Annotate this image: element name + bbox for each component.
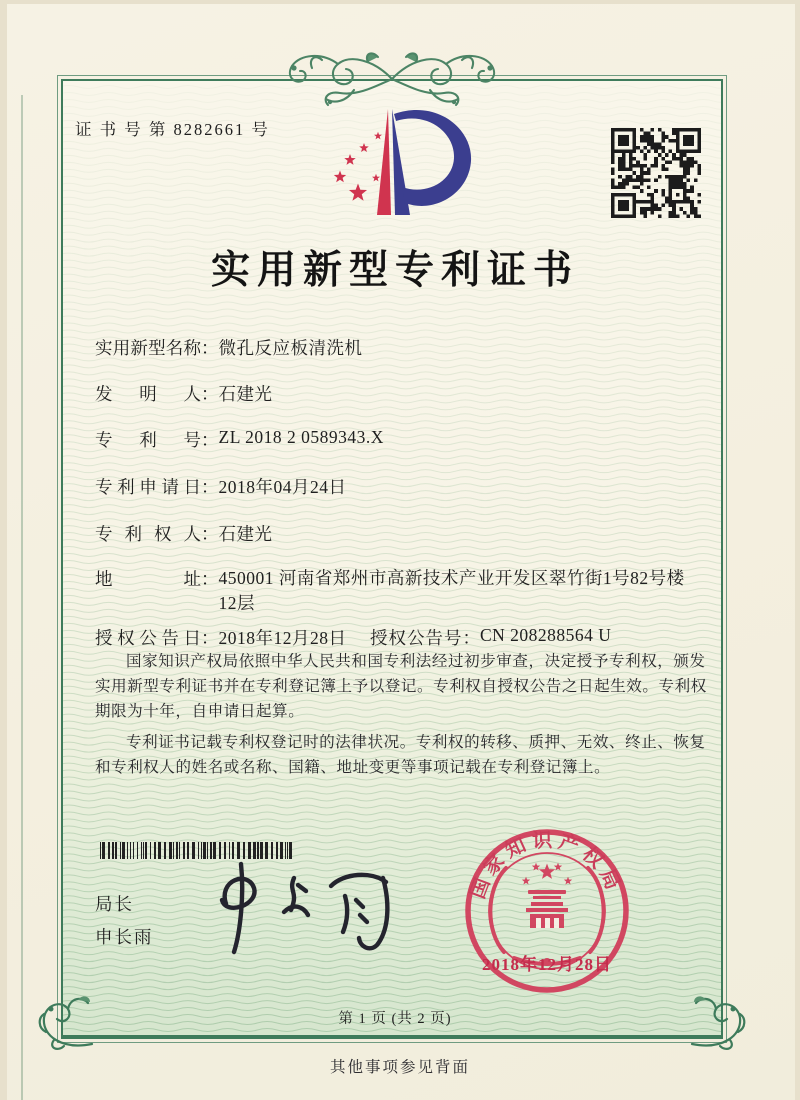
field-label: 专利申请日 — [95, 477, 201, 497]
field-value-inventor: 石建光 — [218, 384, 273, 404]
field-value-address: 450001 河南省郑州市高新技术产业开发区翠竹街1号82号楼12层 — [218, 568, 685, 614]
colon: ： — [201, 524, 219, 544]
field-row-name — [95, 335, 363, 360]
field-pair-grant-number — [370, 625, 611, 650]
colon: ： — [201, 628, 219, 648]
certificate-title: 实用新型专利证书 — [210, 249, 579, 292]
colon: ： — [201, 338, 219, 358]
seal-text: 国家知识产权局 — [466, 829, 626, 902]
legal-paragraph-2: 专利证书记载专利权登记时的法律状况。专利权的转移、质押、无效、终止、恢复和专利权人的姓名或名称、国籍、地址变更等事项记载在专利登记簿上。 — [95, 734, 706, 777]
barcode — [100, 842, 296, 859]
colon: ： — [462, 628, 480, 648]
field-value-patentee: 石建光 — [218, 524, 273, 544]
field-label: 地址 — [95, 569, 201, 589]
commissioner-block — [95, 888, 154, 955]
colon: ： — [201, 477, 219, 497]
field-value-patent-number: ZL 2018 2 0589343.X — [218, 427, 384, 447]
field-label: 发明人 — [95, 384, 201, 404]
colon: ： — [201, 569, 219, 589]
field-row-filing-date — [95, 474, 347, 499]
top-flourish-ornament-icon — [242, 50, 542, 108]
field-row-patent-number — [95, 427, 384, 452]
legal-text — [95, 649, 707, 787]
cnipa-patent-logo-icon — [325, 103, 475, 237]
back-side-note: 其他事项参见背面 — [329, 1059, 470, 1076]
field-label: 实用新型名称 — [95, 338, 201, 358]
field-label: 专利权人 — [95, 524, 201, 544]
colon: ： — [201, 430, 219, 450]
page-number: 第 1 页 (共 2 页) — [338, 1011, 452, 1027]
field-label: 授权公告号 — [370, 628, 463, 648]
commissioner-title: 局长 — [95, 894, 134, 914]
field-row-inventor — [95, 381, 273, 406]
legal-paragraph-1: 国家知识产权局依照中华人民共和国专利法经过初步审查，决定授予专利权，颁发实用新型专利证书并在专利登记簿上予以登记。专利权自授权公告之日起生效。专利权期限为十年，自申请日起算。 — [95, 653, 707, 721]
field-label: 专利号 — [95, 430, 201, 450]
field-value-grant-date: 2018年12月28日 — [218, 628, 347, 648]
colon: ： — [201, 384, 219, 404]
field-value-utility-model-name: 微孔反应板清洗机 — [218, 338, 363, 358]
national-emblem — [522, 863, 572, 928]
field-row-patentee — [95, 521, 273, 546]
field-value-grant-number: CN 208288564 U — [480, 625, 612, 645]
qr-code — [611, 128, 701, 218]
commissioner-name: 申长雨 — [95, 927, 154, 948]
certificate-number: 证 书 号 第 8282661 号 — [75, 120, 270, 139]
shen-changyu-signature-icon — [196, 858, 411, 956]
field-row-address — [95, 566, 697, 617]
seal-date: 2018年12月28日 — [482, 955, 612, 974]
field-row-grant — [95, 625, 715, 650]
field-value-filing-date: 2018年04月24日 — [218, 477, 347, 497]
field-label: 授权公告日 — [95, 628, 201, 648]
